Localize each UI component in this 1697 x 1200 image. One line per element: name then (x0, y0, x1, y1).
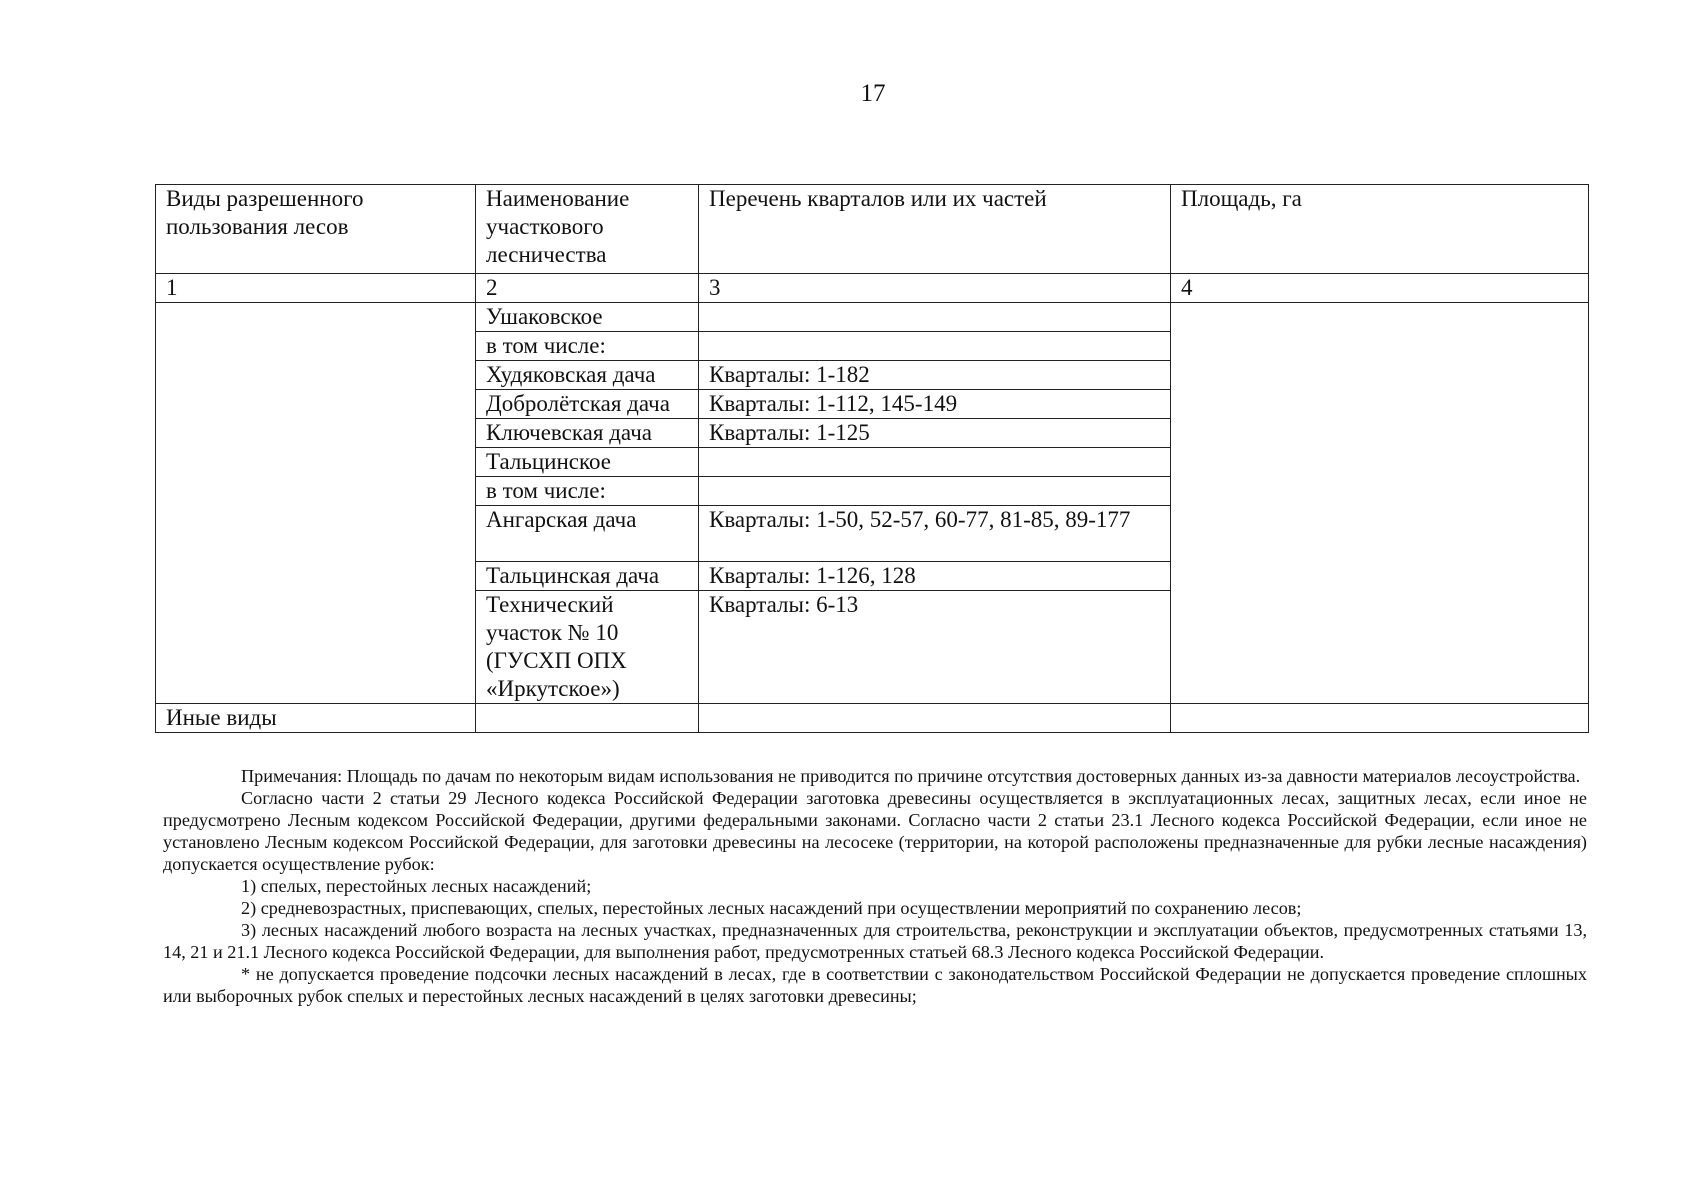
forestry-cell: Тальцинское (476, 448, 699, 477)
note-paragraph: * не допускается проведение подсочки лесных насаждений в лесах, где в соответствии с законодательством Российской Федерации не допускается проведение сплошных или выборочных рубок спелых и перестойных лесных насаждений в целях заготовки древесины; (163, 964, 1587, 1006)
column-number: 4 (1171, 274, 1589, 303)
forestry-cell (476, 704, 699, 733)
column-number: 1 (156, 274, 476, 303)
quarters-cell: Кварталы: 1-112, 145-149 (699, 390, 1171, 419)
column-number: 2 (476, 274, 699, 303)
note-paragraph: 1) спелых, перестойных лесных насаждений; (241, 876, 592, 896)
use-type-cell (156, 303, 476, 704)
quarters-cell: Кварталы: 1-125 (699, 419, 1171, 448)
note-paragraph: 2) средневозрастных, приспевающих, спелых, перестойных лесных насаждений при осуществлении мероприятий по сохранению лесов; (241, 898, 1302, 918)
note-paragraph: Примечания: Площадь по дачам по некоторым видам использования не приводится по причине отсутствия достоверных данных из-за давности материалов лесоустройства. (241, 766, 1581, 786)
quarters-cell: Кварталы: 1-50, 52-57, 60-77, 81-85, 89-177 (699, 506, 1171, 562)
quarters-cell: Кварталы: 1-182 (699, 361, 1171, 390)
quarters-cell: Кварталы: 6-13 (699, 591, 1171, 704)
column-number: 3 (699, 274, 1171, 303)
table-row (156, 704, 1589, 733)
quarters-cell (699, 332, 1171, 361)
forestry-cell: Добролётская дача (476, 390, 699, 419)
quarters-cell (699, 704, 1171, 733)
table-header-row (156, 185, 1589, 274)
note-paragraph: 3) лесных насаждений любого возраста на лесных участках, предназначенных для строительства, реконструкции и эксплуатации объектов, предусмотренных статьями 13, 14, 21 и 21.1 Лесного кодекса Российской Федерации, для выполнения работ, предусмотренных статьей 68.3 Лесного кодекса Российской Федерации. (163, 920, 1587, 962)
area-cell (1171, 303, 1589, 704)
header-cell: Перечень кварталов или их частей (699, 185, 1171, 274)
forestry-cell: Тальцинская дача (476, 562, 699, 591)
header-cell: Площадь, га (1171, 185, 1589, 274)
quarters-cell: Кварталы: 1-126, 128 (699, 562, 1171, 591)
column-number-row (156, 274, 1589, 303)
page-number: 17 (860, 80, 886, 107)
quarters-cell (699, 303, 1171, 332)
forestry-cell: Худяковская дача (476, 361, 699, 390)
forest-use-table (155, 184, 1589, 733)
forestry-cell: Ключевская дача (476, 419, 699, 448)
forestry-cell: Ангарская дача (476, 506, 699, 562)
quarters-cell (699, 477, 1171, 506)
area-cell (1171, 704, 1589, 733)
notes-section (163, 765, 1587, 1007)
forestry-cell: в том числе: (476, 477, 699, 506)
note-paragraph: Согласно части 2 статьи 29 Лесного кодекса Российской Федерации заготовка древесины осуществляется в эксплуатационных лесах, защитных лесах, если иное не предусмотрено Лесным кодексом Российской Федерации, другими федеральными законами. Согласно части 2 статьи 23.1 Лесного кодекса Российской Федерации, если иное не установлено Лесным кодексом Российской Федерации, для заготовки древесины на лесосеке (территории, на которой расположены предназначенные для рубки лесные насаждения) допускается осуществление рубок: (163, 788, 1587, 874)
header-cell: Наименование участкового лесничества (476, 185, 699, 274)
table-row (156, 303, 1589, 332)
quarters-cell (699, 448, 1171, 477)
header-cell: Виды разрешенного пользования лесов (156, 185, 476, 274)
forestry-cell: Технический участок № 10 (ГУСХП ОПХ «Иркутское») (476, 591, 699, 704)
use-type-cell: Иные виды (156, 704, 476, 733)
forestry-cell: в том числе: (476, 332, 699, 361)
forestry-cell: Ушаковское (476, 303, 699, 332)
